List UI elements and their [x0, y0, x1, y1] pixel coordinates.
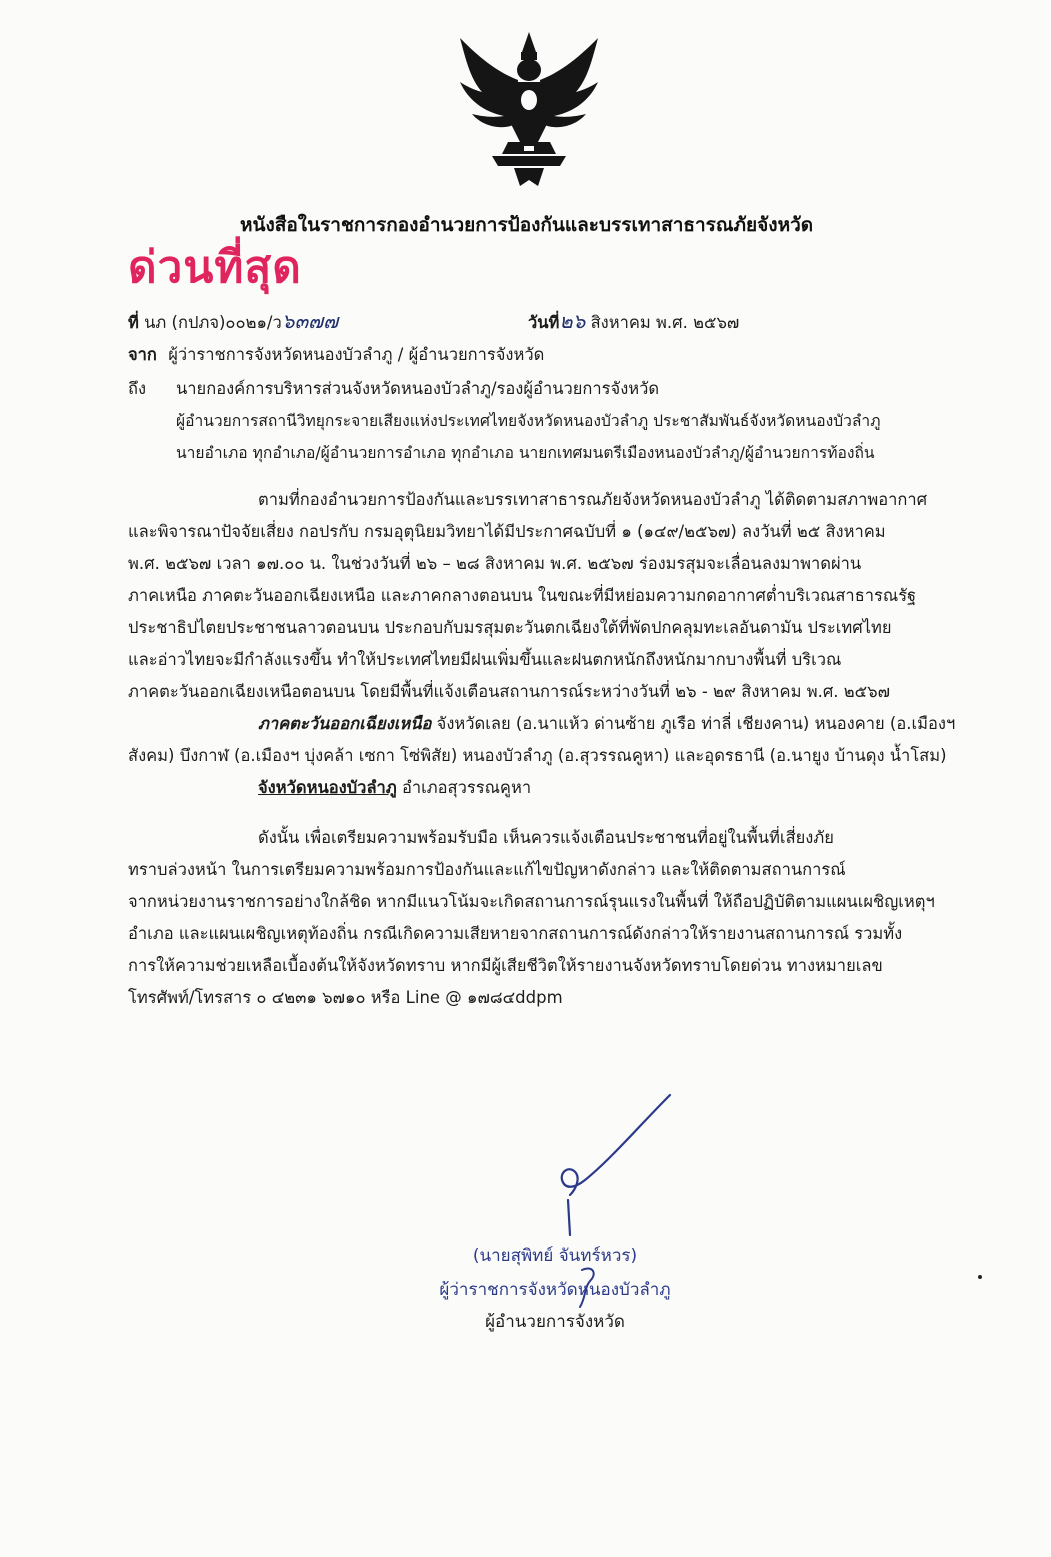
paragraph-2 — [128, 822, 978, 1014]
ref-handwritten-number: ๖๓๗๗ — [281, 309, 339, 333]
date-handwritten-day: ๒๖ — [559, 309, 586, 333]
p2-line: การให้ความช่วยเหลือเบื้องต้นให้จังหวัดทราบ หากมีผู้เสียชีวิตให้รายงานจังหวัดทราบโดยด่วน ทางหมายเลข — [128, 956, 883, 975]
office-title: หนังสือในราชการกองอำนวยการป้องกันและบรรเทาสาธารณภัยจังหวัด — [240, 214, 814, 236]
signer-position-2: ผู้อำนวยการจังหวัด — [485, 1312, 625, 1332]
p1-line: พ.ศ. ๒๕๖๗ เวลา ๑๗.๐๐ น. ในช่วงวันที่ ๒๖ – ๒๘ สิงหาคม พ.ศ. ๒๕๖๗ ร่องมรสุมจะเลื่อนลงมาพาดผ่าน — [128, 554, 862, 573]
province-line — [128, 772, 978, 804]
to-line-1: นายกองค์การบริหารส่วนจังหวัดหนองบัวลำภู/รองผู้อำนวยการจังหวัด — [176, 379, 660, 398]
signer-position-1: ผู้ว่าราชการจังหวัดหนองบัวลำภู — [439, 1280, 671, 1300]
p2-line: ดังนั้น เพื่อเตรียมความพร้อมรับมือ เห็นควรแจ้งเตือนประชาชนที่อยู่ในพื้นที่เสี่ยงภัย — [258, 828, 834, 847]
p1-line: ภาคเหนือ ภาคตะวันออกเฉียงเหนือ และภาคกลางตอนบน ในขณะที่มีหย่อมความกดอากาศต่ำบริเวณสาธารณรัฐ — [128, 586, 917, 605]
from-value: ผู้ว่าราชการจังหวัดหนองบัวลำภู / ผู้อำนวยการจังหวัด — [168, 345, 545, 364]
from-label: จาก — [128, 345, 157, 364]
date-label: วันที่ — [528, 313, 560, 332]
region-text-1: จังหวัดเลย (อ.นาแห้ว ด่านซ้าย ภูเรือ ท่าลี่ เชียงคาน) หนองคาย (อ.เมืองฯ — [436, 714, 956, 733]
province-title: จังหวัดหนองบัวลำภู — [258, 778, 397, 797]
p2-line: โทรศัพท์/โทรสาร ๐ ๔๒๓๑ ๖๗๑๐ หรือ Line @ ๑๗๘๔ddpm — [128, 988, 563, 1007]
ref-label: ที่ — [128, 313, 139, 332]
urgency-stamp: ด่วนที่สุด — [128, 242, 302, 293]
paragraph-1 — [128, 484, 978, 804]
to-label: ถึง — [128, 379, 147, 398]
region-title: ภาคตะวันออกเฉียงเหนือ — [258, 714, 432, 733]
date-line — [528, 305, 739, 337]
p2-line: ทราบล่วงหน้า ในการเตรียมความพร้อมการป้องกันและแก้ไขปัญหาดังกล่าว และให้ติดตามสถานการณ์ — [128, 860, 846, 879]
p1-line: ประชาธิปไตยประชาชนลาวตอนบน ประกอบกับมรสุมตะวันตกเฉียงใต้ที่พัดปกคลุมทะเลอันดามัน ประเทศไทย — [128, 618, 892, 637]
garuda-emblem — [452, 30, 607, 190]
signer-name: (นายสุพิทย์ จันทร์หวร) — [472, 1246, 638, 1266]
region-line-2: สังคม) บึงกาฬ (อ.เมืองฯ บุ่งคล้า เซกา โซ่พิสัย) หนองบัวลำภู (อ.สุวรรณคูหา) และอุดรธานี (อ.นายูง บ้านดุง น้ำโสม) — [128, 746, 947, 765]
to-line-3: นายอำเภอ ทุกอำเภอ/ผู้อำนวยการอำเภอ ทุกอำเภอ นายกเทศมนตรีเมืองหนองบัวลำภู/ผู้อำนวยการท้องถิ่น — [176, 444, 875, 462]
date-rest: สิงหาคม พ.ศ. ๒๕๖๗ — [590, 313, 740, 332]
province-text: อำเภอสุวรรณคูหา — [401, 778, 532, 797]
p1-line: ภาคตะวันออกเฉียงเหนือตอนบน โดยมีพื้นที่แจ้งเตือนสถานการณ์ระหว่างวันที่ ๒๖ - ๒๙ สิงหาคม พ.ศ. ๒๕๖๗ — [128, 682, 891, 701]
p2-line: จากหน่วยงานราชการอย่างใกล้ชิด หากมีแนวโน้มจะเกิดสถานการณ์รุนแรงในพื้นที่ ให้ถือปฏิบัติตามแผนเผชิญเหตุฯ — [128, 892, 935, 911]
p2-line: อำเภอ และแผนเผชิญเหตุท้องถิ่น กรณีเกิดความเสียหายจากสถานการณ์ดังกล่าวให้รายงานสถานการณ์ รวมทั้ง — [128, 924, 903, 943]
p1-line: และอ่าวไทยจะมีกำลังแรงขึ้น ทำให้ประเทศไทยมีฝนเพิ่มขึ้นและฝนตกหนักถึงหนักมากบางพื้นที่ บริเวณ — [128, 650, 842, 669]
p1-line: และพิจารณาปัจจัยเสี่ยง กอปรกับ กรมอุตุนิยมวิทยาได้มีประกาศฉบับที่ ๑ (๑๔๙/๒๕๖๗) ลงวันที่ ๒๕ สิงหาคม — [128, 522, 886, 541]
to-line-2: ผู้อำนวยการสถานีวิทยุกระจายเสียงแห่งประเทศไทยจังหวัดหนองบัวลำภู ประชาสัมพันธ์จังหวัดหนองบัวลำภู — [176, 412, 881, 430]
reference-line — [128, 305, 338, 337]
p1-line: ตามที่กองอำนวยการป้องกันและบรรเทาสาธารณภัยจังหวัดหนองบัวลำภู ได้ติดตามสภาพอากาศ — [258, 490, 928, 509]
stray-dot — [978, 1275, 982, 1279]
from-line — [128, 342, 544, 368]
region-line-1 — [128, 708, 978, 740]
ref-value: นภ (กปภจ)๐๐๒๑/ว — [144, 313, 282, 332]
